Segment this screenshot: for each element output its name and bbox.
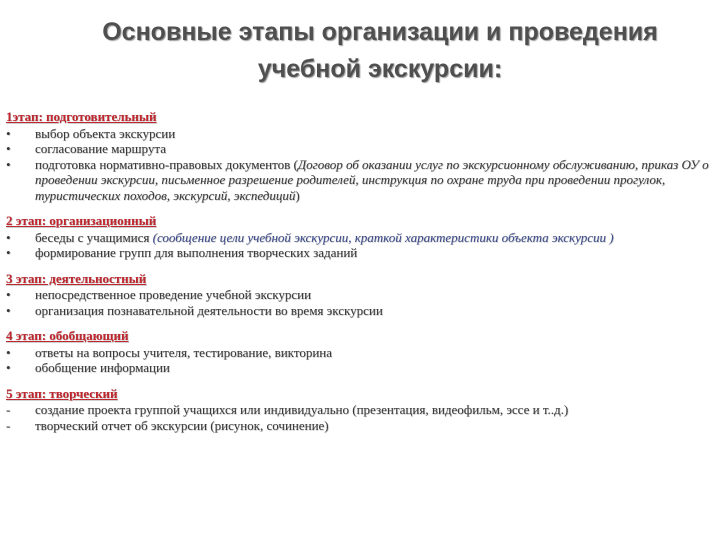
stage-3-item-2: организация познавательной деятельности во время экскурсии <box>35 302 383 318</box>
stage-5-item-2: творческий отчет об экскурсии (рисунок, сочинение) <box>35 417 329 433</box>
stage-2-section <box>6 213 714 261</box>
title-line-2: учебной экскурсии: <box>257 55 503 83</box>
list-item <box>6 126 714 142</box>
stage-1-item-3: подготовка нормативно-правовых документов ( <box>35 156 298 172</box>
stage-4-item-2: обобщение информации <box>35 360 170 375</box>
bullet-marker: • <box>6 156 11 172</box>
bullet-marker: • <box>6 229 11 245</box>
list-item <box>6 303 714 319</box>
stage-1-item-1: выбор объекта экскурсии <box>35 125 176 141</box>
bullet-marker: • <box>6 302 11 318</box>
list-item <box>6 287 714 303</box>
stage-4-section <box>6 328 714 376</box>
list-item <box>6 345 714 361</box>
stage-5-heading: 5 этап: творческий <box>6 385 118 401</box>
title-line-1: Основные этапы организации и проведения <box>102 18 658 46</box>
list-item <box>6 360 714 376</box>
list-item <box>6 230 714 246</box>
list-item <box>6 157 714 204</box>
stage-3-section <box>6 271 714 319</box>
bullet-marker: • <box>6 360 11 375</box>
dash-marker: - <box>6 402 11 417</box>
bullet-marker: • <box>6 141 11 156</box>
stage-4-item-1: ответы на вопросы учителя, тестирование, викторина <box>35 344 333 360</box>
stage-1-item-3-close: ) <box>295 187 300 203</box>
list-item <box>6 402 714 418</box>
stage-1-item-2: согласование маршрута <box>35 141 166 156</box>
bullet-marker: • <box>6 245 11 260</box>
bullet-marker: • <box>6 287 11 302</box>
list-item <box>6 141 714 157</box>
stage-1-section <box>6 109 714 203</box>
bullet-marker: • <box>6 125 11 141</box>
stage-2-item-2: формирование групп для выполнения творческих заданий <box>35 245 358 260</box>
page-title <box>60 14 700 88</box>
stage-5-item-1: создание проекта группой учащихся или индивидуально (презентация, видеофильм, эссе и т..д.) <box>35 402 569 417</box>
list-item <box>6 245 714 261</box>
stage-5-section <box>6 386 714 434</box>
stage-1-heading: 1этап: подготовительный <box>6 109 157 124</box>
stage-2-item-1: беседы с учащимися <box>35 229 153 245</box>
stage-3-item-1: непосредственное проведение учебной экскурсии <box>35 287 312 302</box>
dash-marker: - <box>6 417 11 433</box>
stage-2-heading: 2 этап: организационный <box>6 213 157 228</box>
stages-list <box>6 109 714 433</box>
stage-4-heading: 4 этап: обобщающий <box>6 328 129 343</box>
stage-1-item-3-note: Договор об оказании услуг по экскурсионному обслуживанию, приказ ОУ о проведении экскурсии, письменное разрешение родителей, инструкция по охране труда при проведении прогулок, туристических походов, экскурсий, экспедиций <box>35 156 709 203</box>
bullet-marker: • <box>6 344 11 360</box>
stage-2-item-1-note: (сообщение цели учебной экскурсии, краткой характеристики объекта экскурсии ) <box>152 229 614 245</box>
stage-3-heading: 3 этап: деятельностный <box>6 270 147 286</box>
list-item <box>6 418 714 434</box>
